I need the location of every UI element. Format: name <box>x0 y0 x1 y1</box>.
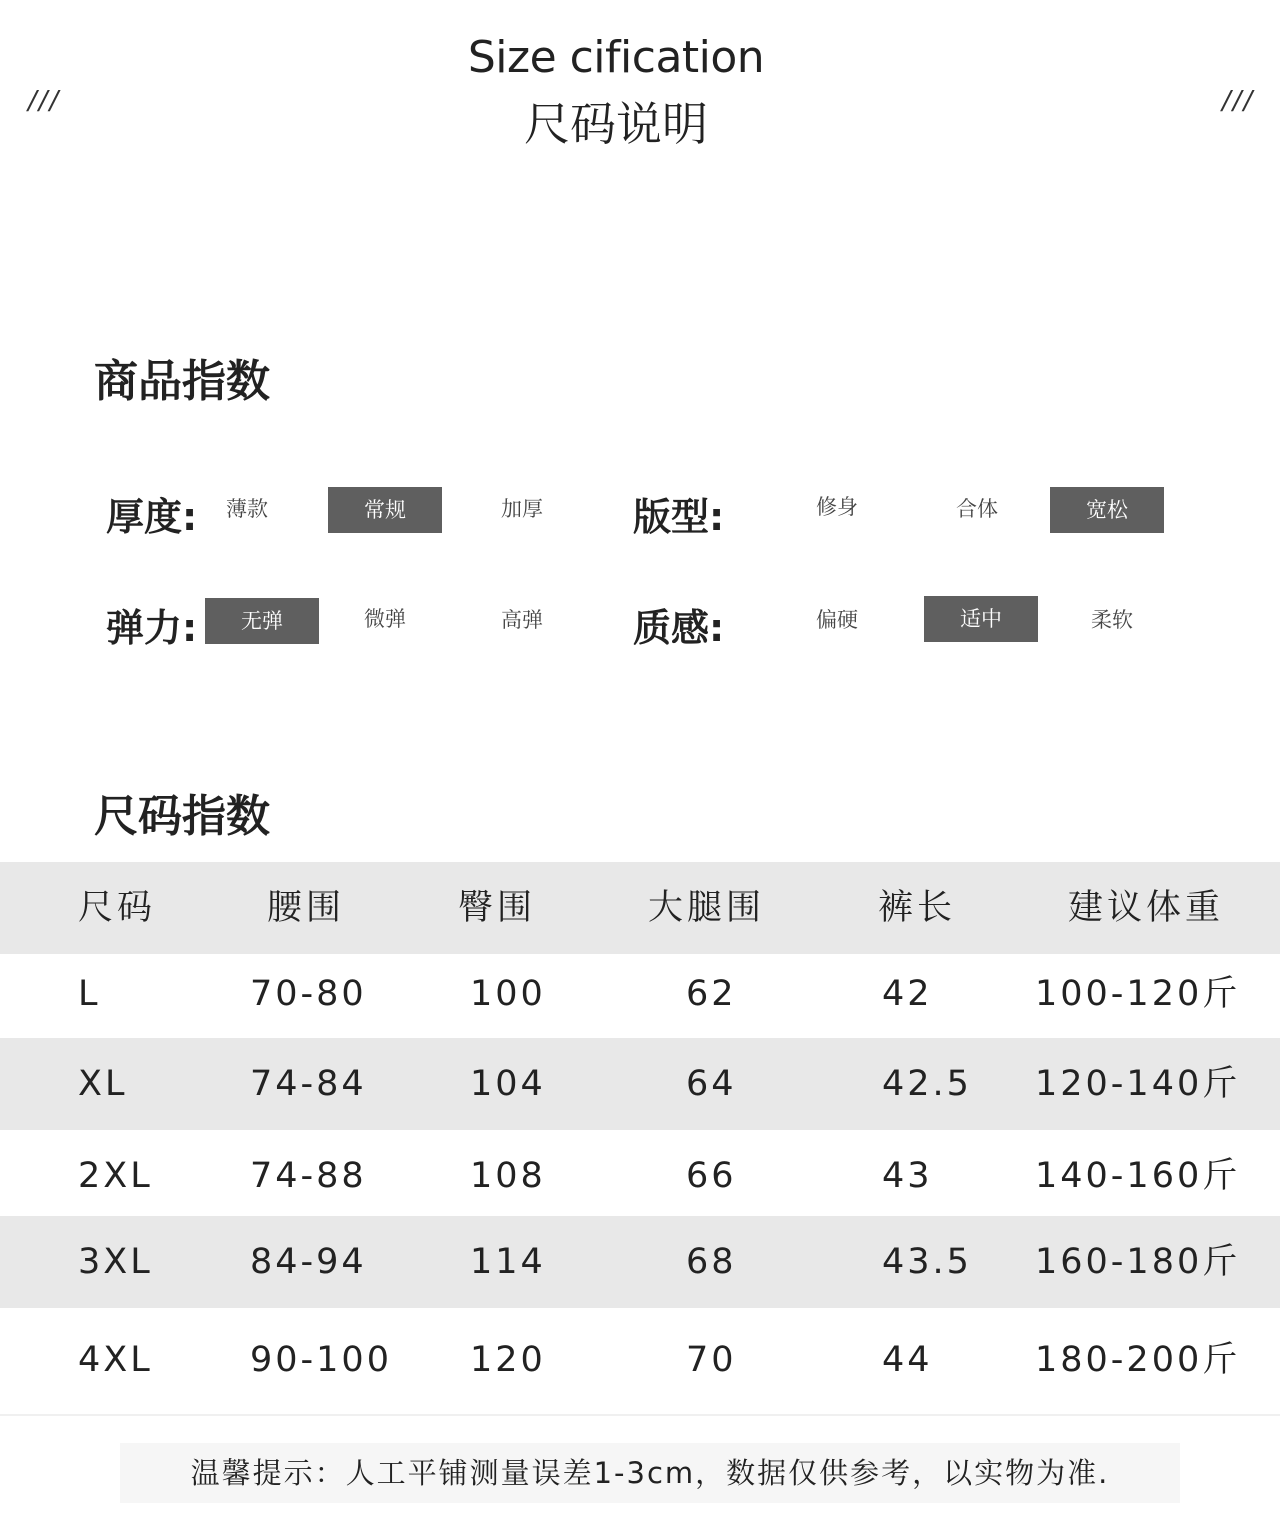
texture-option-hard: 偏硬 <box>816 608 858 632</box>
header-waist: 腰围 <box>267 888 346 928</box>
cell-thigh: 66 <box>686 1156 737 1196</box>
cell-weight: 100-120斤 <box>1035 974 1241 1014</box>
cell-length: 44 <box>882 1340 933 1380</box>
elasticity-option-high: 高弹 <box>501 608 543 632</box>
cell-weight: 180-200斤 <box>1035 1340 1241 1380</box>
table-header-row <box>0 862 1280 954</box>
attr-label-thickness: 厚度: <box>106 495 198 539</box>
cell-size: L <box>78 974 101 1014</box>
texture-option-soft: 柔软 <box>1091 608 1133 632</box>
decorative-slashes-right: /// <box>1222 86 1255 116</box>
fit-option-slim: 修身 <box>816 495 858 519</box>
size-index-title: 尺码指数 <box>94 791 270 842</box>
cell-size: 3XL <box>78 1242 153 1282</box>
fit-option-loose: 宽松 <box>1050 487 1164 533</box>
measurement-note: 温馨提示：人工平铺测量误差1-3cm，数据仅供参考，以实物为准. <box>120 1443 1180 1503</box>
attr-label-elasticity: 弹力: <box>106 606 198 650</box>
fit-option-regular: 合体 <box>956 497 998 521</box>
table-row <box>0 1216 1280 1308</box>
cell-weight: 160-180斤 <box>1035 1242 1241 1282</box>
cell-hip: 108 <box>470 1156 546 1196</box>
table-row <box>0 1130 1280 1222</box>
attr-label-fit: 版型: <box>633 495 725 539</box>
cell-weight: 140-160斤 <box>1035 1156 1241 1196</box>
header-weight: 建议体重 <box>1068 888 1225 928</box>
thickness-option-thin: 薄款 <box>226 497 268 521</box>
page-header <box>0 0 1280 200</box>
cell-hip: 100 <box>470 974 546 1014</box>
table-row <box>0 1314 1280 1406</box>
cell-size: 2XL <box>78 1156 153 1196</box>
elasticity-option-slight: 微弹 <box>364 607 406 631</box>
cell-size: XL <box>78 1064 128 1104</box>
product-index-title: 商品指数 <box>94 356 270 407</box>
cell-length: 42.5 <box>882 1064 972 1104</box>
title-chinese: 尺码说明 <box>524 97 708 151</box>
cell-thigh: 68 <box>686 1242 737 1282</box>
cell-hip: 114 <box>470 1242 546 1282</box>
cell-hip: 104 <box>470 1064 546 1104</box>
cell-length: 43.5 <box>882 1242 972 1282</box>
attr-label-texture: 质感: <box>633 606 725 650</box>
header-length: 裤长 <box>878 888 957 928</box>
cell-waist: 70-80 <box>250 974 367 1014</box>
thickness-option-thick: 加厚 <box>501 497 543 521</box>
decorative-slashes-left: /// <box>28 86 61 116</box>
cell-thigh: 62 <box>686 974 737 1014</box>
cell-waist: 84-94 <box>250 1242 367 1282</box>
elasticity-option-none: 无弹 <box>205 598 319 644</box>
header-thigh: 大腿围 <box>648 888 766 928</box>
table-row <box>0 948 1280 1040</box>
cell-waist: 74-88 <box>250 1156 367 1196</box>
cell-size: 4XL <box>78 1340 153 1380</box>
cell-length: 42 <box>882 974 933 1014</box>
table-row <box>0 1038 1280 1130</box>
thickness-option-regular: 常规 <box>328 487 442 533</box>
cell-weight: 120-140斤 <box>1035 1064 1241 1104</box>
cell-hip: 120 <box>470 1340 546 1380</box>
title-english: Size cification <box>467 32 765 83</box>
cell-waist: 90-100 <box>250 1340 392 1380</box>
cell-waist: 74-84 <box>250 1064 367 1104</box>
section-divider <box>0 1414 1280 1416</box>
header-hip: 臀围 <box>458 888 537 928</box>
cell-thigh: 64 <box>686 1064 737 1104</box>
texture-option-medium: 适中 <box>924 596 1038 642</box>
cell-length: 43 <box>882 1156 933 1196</box>
cell-thigh: 70 <box>686 1340 737 1380</box>
header-size: 尺码 <box>78 888 157 928</box>
